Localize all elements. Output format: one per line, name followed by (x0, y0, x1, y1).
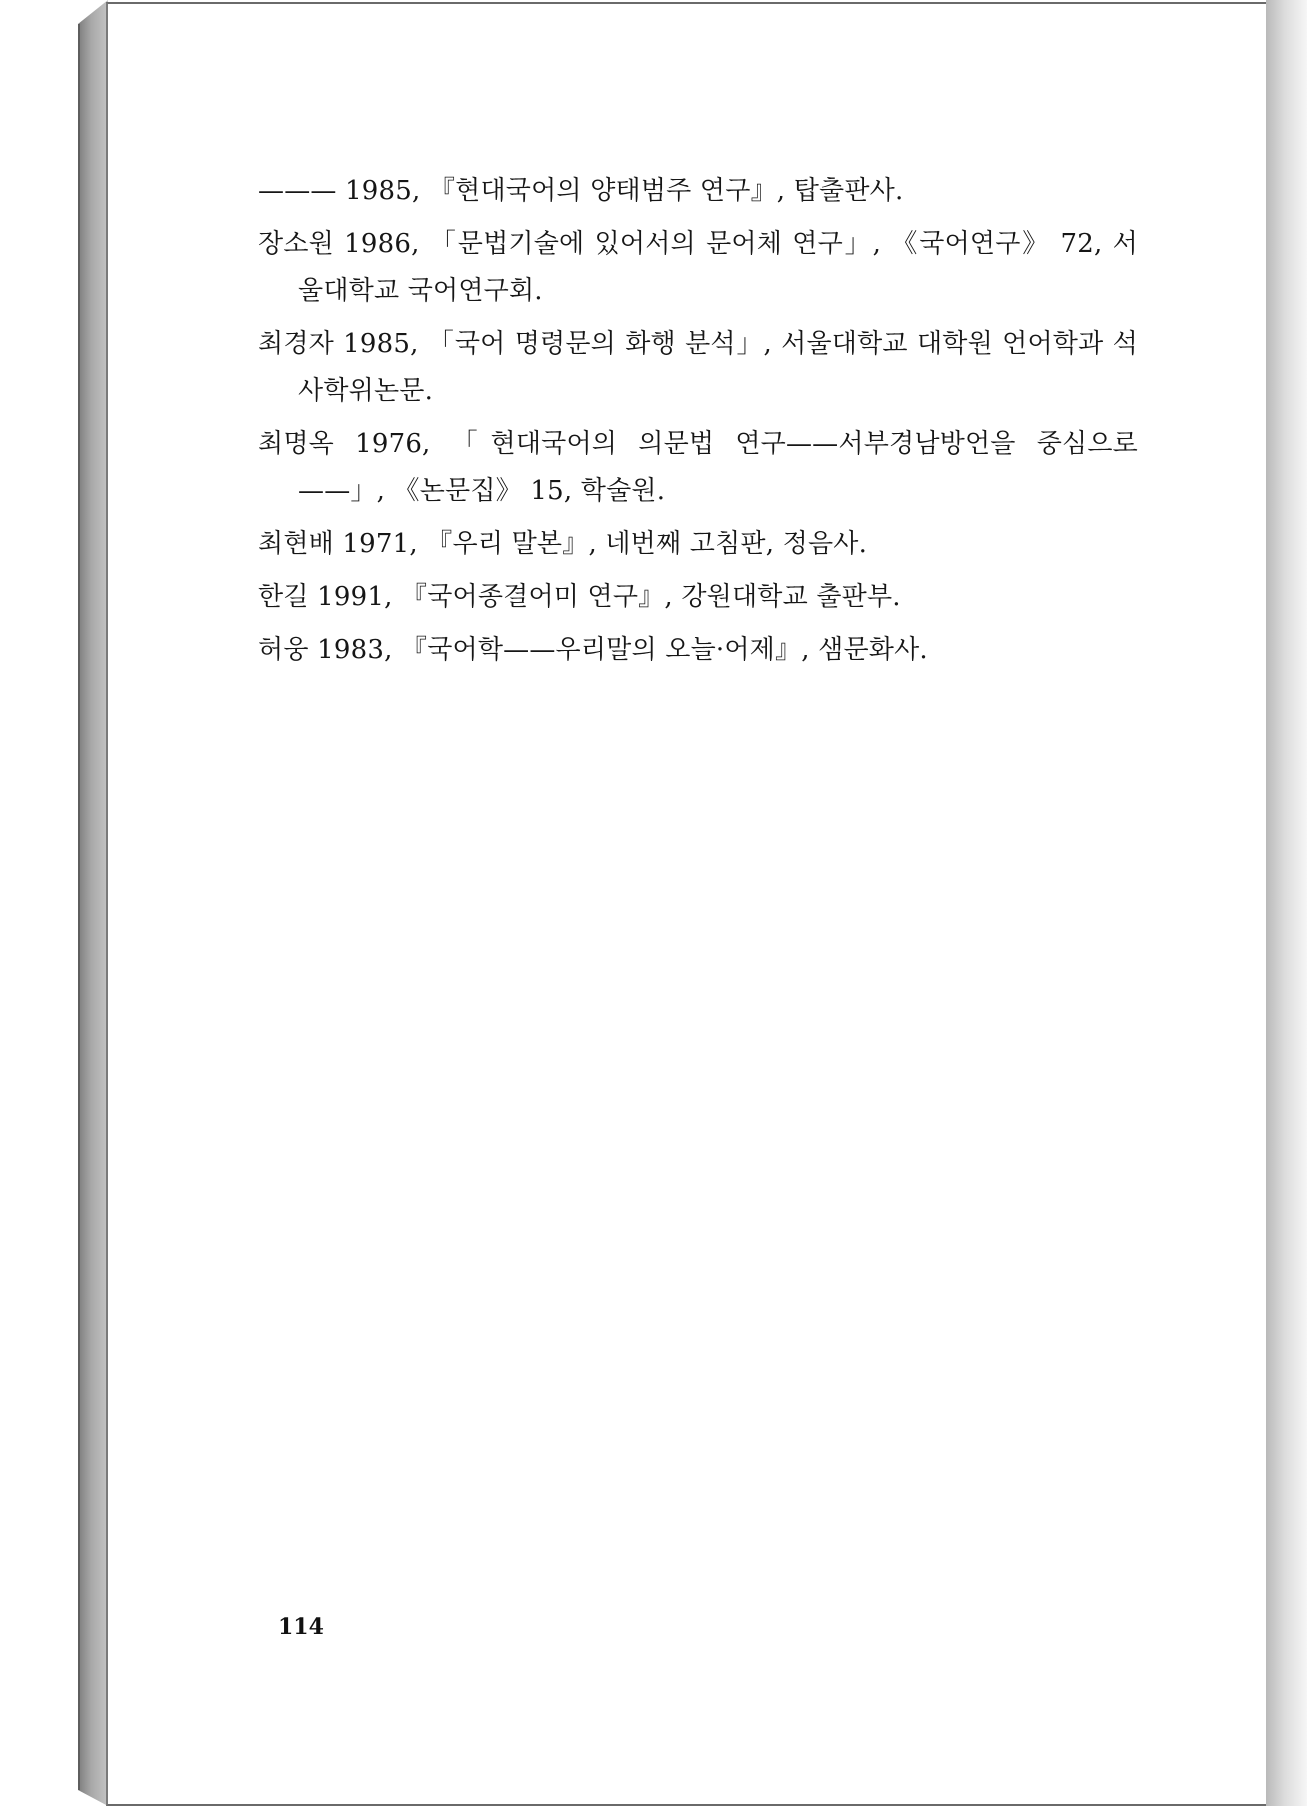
bibliography-entry: 장소원 1986, 「문법기술에 있어서의 문어체 연구」, 《국어연구》 72, 서울대학교 국어연구회. (258, 229, 1138, 306)
bibliography-entry: 최현배 1971, 『우리 말본』, 네번째 고침판, 정음사. (258, 529, 868, 559)
page-right-shadow (1266, 0, 1307, 1806)
bibliography-entry: 최명옥 1976, 「현대국어의 의문법 연구——서부경남방언을 중심으로——」, 《논문집》 15, 학술원. (258, 429, 1138, 506)
bibliography-entry: 한길 1991, 『국어종결어미 연구』, 강원대학교 출판부. (258, 582, 901, 612)
bibliography-list (258, 168, 1138, 680)
page-number: 114 (278, 1614, 324, 1640)
bibliography-entry: 최경자 1985, 「국어 명령문의 화행 분석」, 서울대학교 대학원 언어학과 석사학위논문. (258, 329, 1138, 406)
bibliography-entry: ——— 1985, 『현대국어의 양태범주 연구』, 탑출판사. (258, 176, 904, 206)
bibliography-entry: 허웅 1983, 『국어학——우리말의 오늘·어제』, 샘문화사. (258, 635, 928, 665)
page-stack-edge (78, 0, 108, 1806)
page-stack-edge-line (78, 24, 80, 1790)
